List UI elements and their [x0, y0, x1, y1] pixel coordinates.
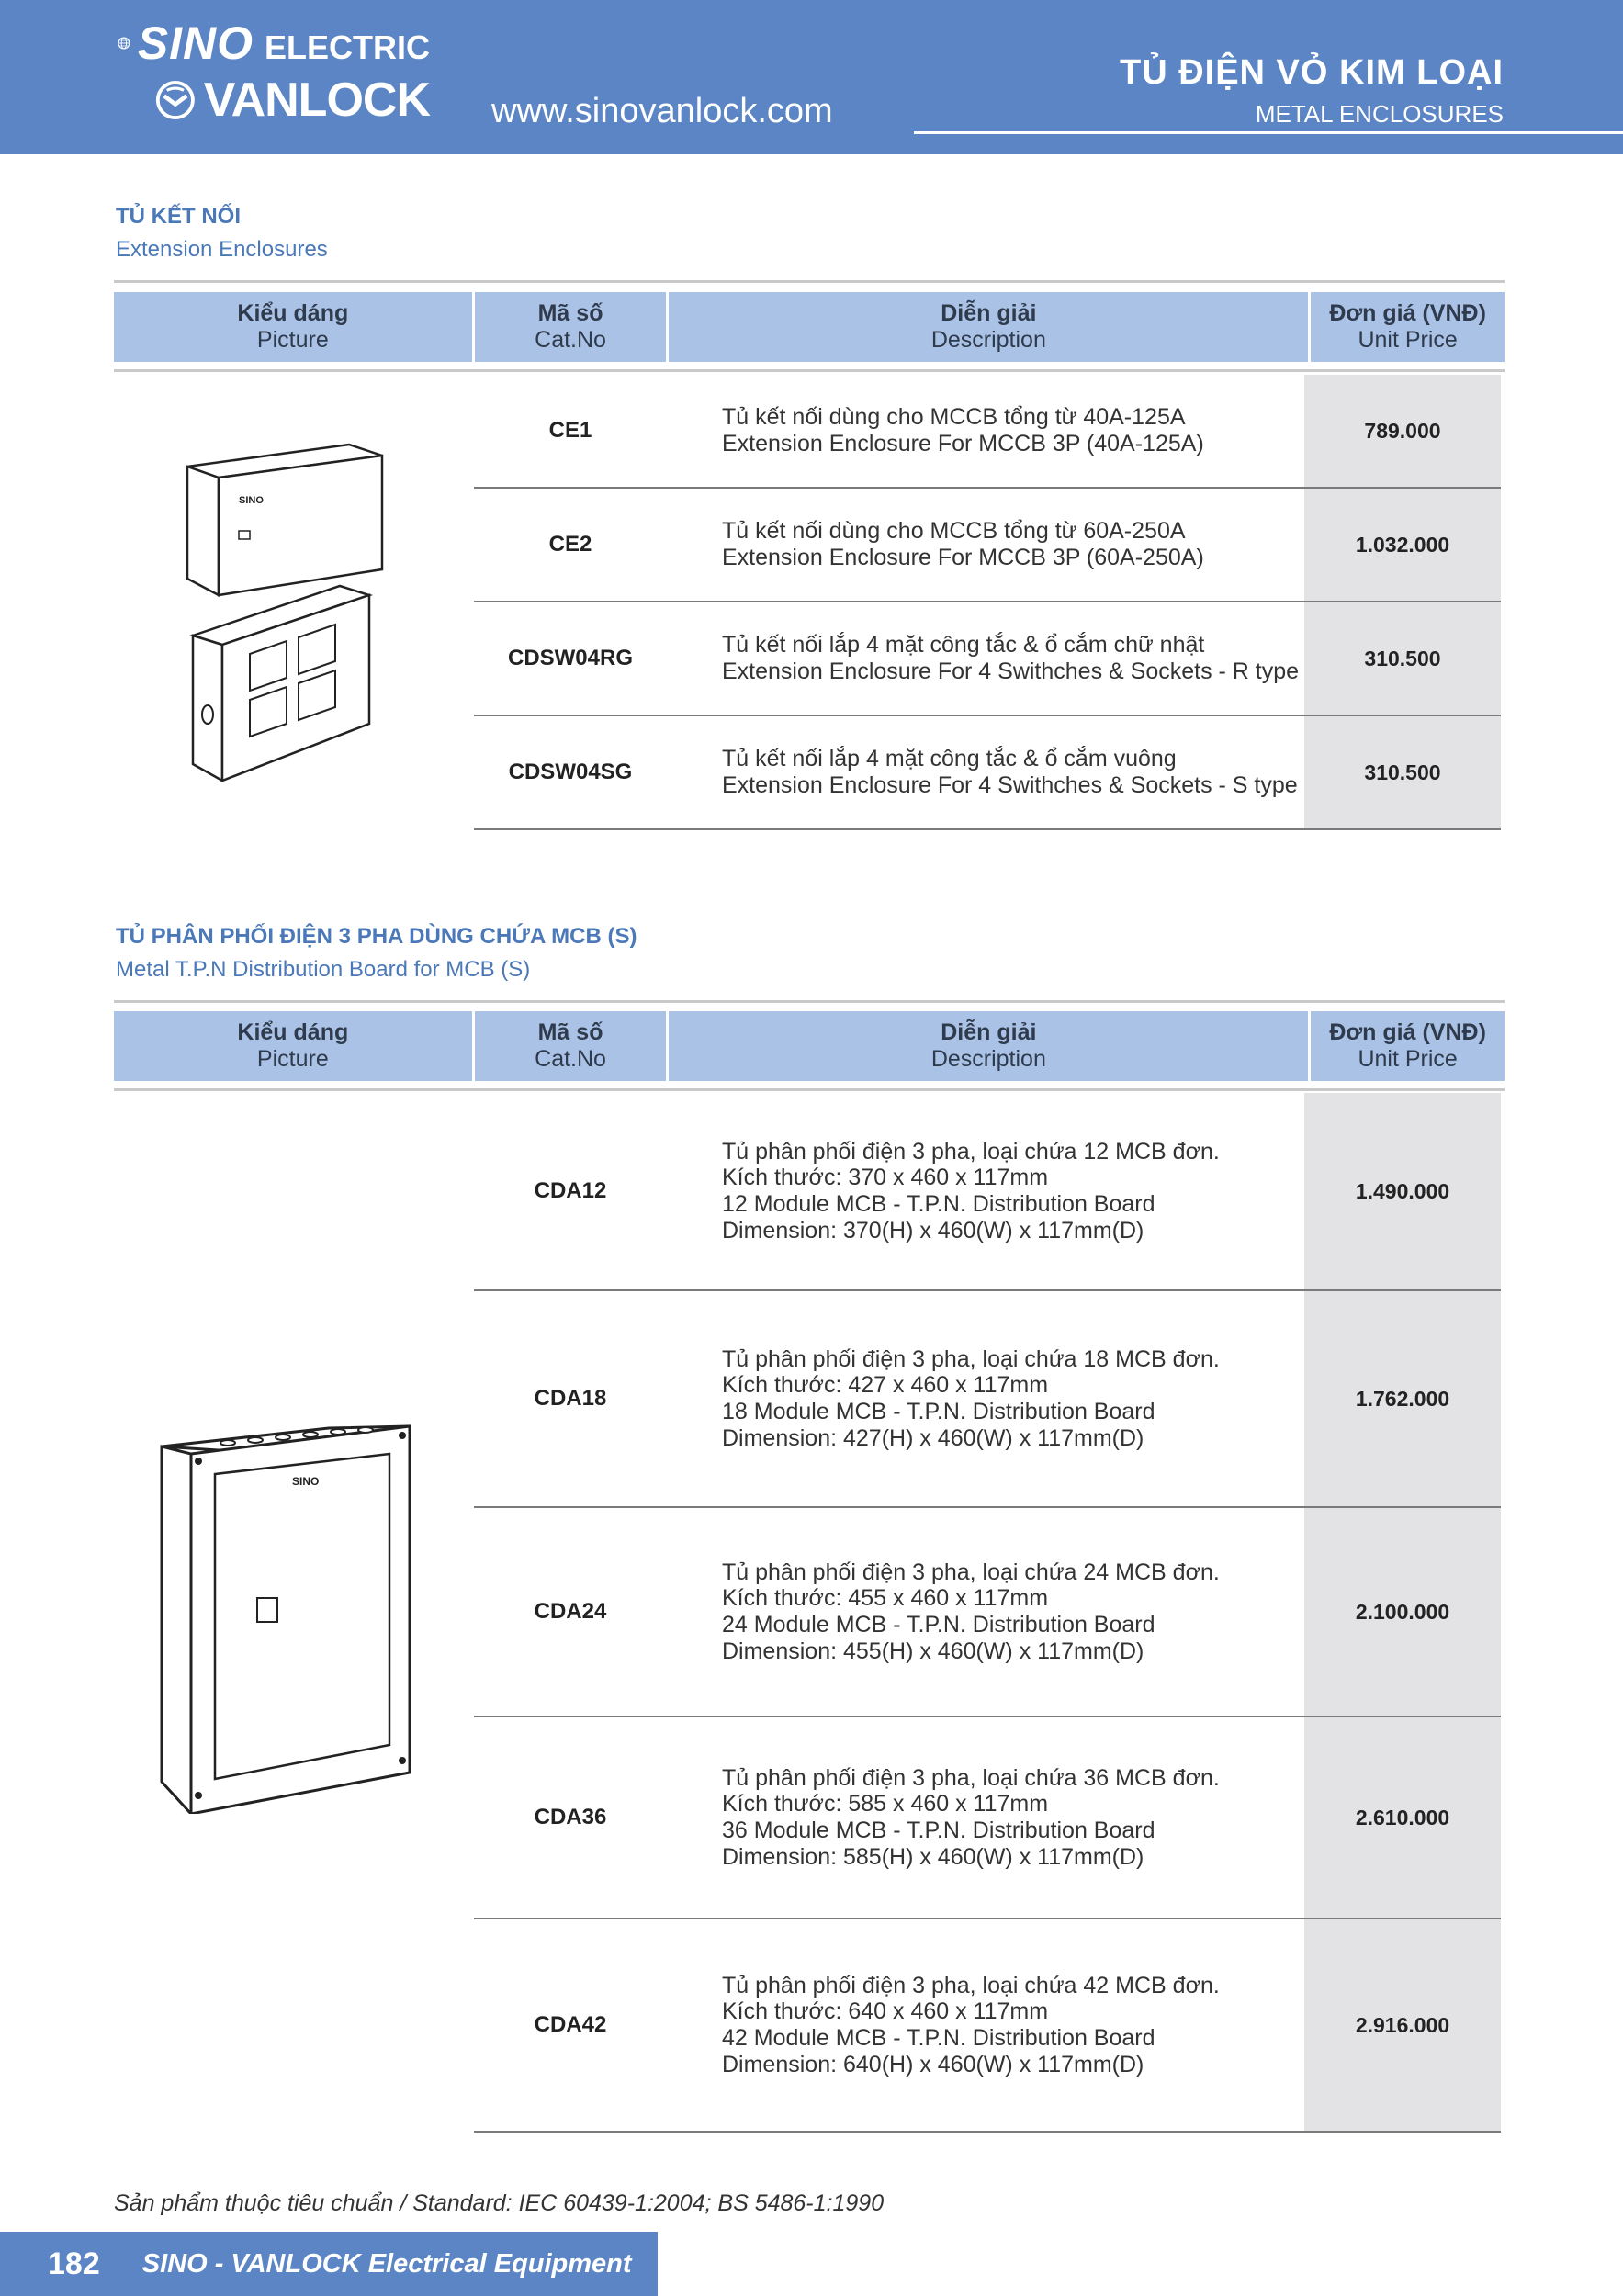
table-row [474, 1919, 1501, 2133]
section1-header-underline [114, 369, 1505, 372]
col-description-header: Diễn giải Description [669, 1011, 1311, 1081]
description: Tủ kết nối dùng cho MCCB tổng từ 60A-250A Extension Enclosure For MCCB 3P (60A-250A) [722, 518, 1204, 570]
table-row [474, 716, 1501, 830]
col-picture-header: Kiểu dáng Picture [114, 1011, 475, 1081]
header-divider [914, 131, 1623, 134]
description: Tủ phân phối điện 3 pha, loại chứa 12 MCB đơn. Kích thước: 370 x 460 x 117mm 12 Module MCB - T.P.N. Distribution Board Dimension: 370(H) x 460(W) x 117mm(D) [722, 1138, 1220, 1244]
cat-no: CDSW04RG [507, 646, 634, 670]
section1-title-en: Extension Enclosures [116, 237, 328, 262]
logo-vanlock-text: VANLOCK [203, 73, 430, 127]
cat-no: CDA12 [534, 1178, 607, 1203]
page-number: 182 [48, 2245, 100, 2281]
cat-no: CE1 [548, 418, 592, 443]
cat-no: CDSW04SG [508, 760, 633, 784]
description: Tủ phân phối điện 3 pha, loại chứa 24 MCB đơn. Kích thước: 455 x 460 x 117mm 24 Module MCB - T.P.N. Distribution Board Dimension: 455(H) x 460(W) x 117mm(D) [722, 1559, 1220, 1664]
table-row [474, 1508, 1501, 1717]
extension-enclosure-picture [175, 432, 395, 790]
distribution-board-picture [154, 1419, 421, 1814]
company-logo [118, 15, 430, 134]
unit-price: 789.000 [1304, 375, 1501, 487]
logo-electric-text: ELECTRIC [265, 28, 430, 66]
category-title-vn: TỦ ĐIỆN VỎ KIM LOẠI [1120, 53, 1504, 92]
section2-top-rule [114, 1000, 1505, 1003]
table-row [474, 489, 1501, 602]
section2-header-underline [114, 1088, 1505, 1091]
cat-no: CE2 [548, 532, 592, 557]
table-row [474, 375, 1501, 489]
section2-title [116, 924, 637, 983]
section1-table-header [114, 292, 1505, 362]
board-brand-mark: SINO [292, 1475, 320, 1488]
unit-price: 2.916.000 [1304, 1919, 1501, 2131]
description: Tủ phân phối điện 3 pha, loại chứa 42 MCB đơn. Kích thước: 640 x 460 x 117mm 42 Module MCB - T.P.N. Distribution Board Dimension: 640(H) x 460(W) x 117mm(D) [722, 1972, 1220, 2077]
unit-price: 2.610.000 [1304, 1717, 1501, 1918]
table-row [474, 1291, 1501, 1508]
page-footer [0, 2232, 658, 2296]
table-row [474, 602, 1501, 716]
catalog-category-title [1120, 53, 1504, 129]
unit-price: 1.032.000 [1304, 489, 1501, 601]
unit-price: 1.490.000 [1304, 1093, 1501, 1289]
unit-price: 1.762.000 [1304, 1291, 1501, 1506]
table-row [474, 1717, 1501, 1919]
description: Tủ kết nối lắp 4 mặt công tắc & ổ cắm vuông Extension Enclosure For 4 Swithches & Sockets - S type [722, 746, 1298, 798]
col-price-header: Đơn giá (VNĐ) Unit Price [1329, 300, 1486, 353]
section1-top-rule [114, 280, 1505, 283]
standard-note: Sản phẩm thuộc tiêu chuẩn / Standard: IEC 60439-1:2004; BS 5486-1:1990 [114, 2190, 885, 2216]
description: Tủ kết nối lắp 4 mặt công tắc & ổ cắm chữ nhật Extension Enclosure For 4 Swithches & Sockets - R type [722, 632, 1300, 684]
globe-icon [118, 17, 130, 70]
section1-title [116, 204, 328, 263]
vanlock-emblem-icon [154, 73, 197, 127]
col-picture-header: Kiểu dáng Picture [114, 292, 475, 362]
section1-title-vn: TỦ KẾT NỐI [116, 204, 241, 229]
website-link[interactable]: www.sinovanlock.com [491, 92, 833, 130]
enclosure-brand-mark: SINO [239, 495, 264, 506]
unit-price: 2.100.000 [1304, 1508, 1501, 1716]
cat-no: CDA24 [534, 1599, 607, 1624]
category-title-en: METAL ENCLOSURES [1255, 100, 1504, 128]
section2-title-en: Metal T.P.N Distribution Board for MCB (S) [116, 957, 531, 982]
description: Tủ phân phối điện 3 pha, loại chứa 18 MCB đơn. Kích thước: 427 x 460 x 117mm 18 Module MCB - T.P.N. Distribution Board Dimension: 427(H) x 460(W) x 117mm(D) [722, 1345, 1220, 1451]
cat-no: CDA42 [534, 2012, 607, 2037]
col-description-header: Diễn giải Description [669, 292, 1311, 362]
table-row [474, 1093, 1501, 1291]
unit-price: 310.500 [1304, 716, 1501, 828]
footer-brand-text: SINO - VANLOCK Electrical Equipment [141, 2248, 632, 2279]
section2-table-header [114, 1011, 1505, 1081]
page-header [0, 0, 1623, 154]
description: Tủ kết nối dùng cho MCCB tổng từ 40A-125A Extension Enclosure For MCCB 3P (40A-125A) [722, 404, 1204, 456]
cat-no: CDA18 [534, 1386, 607, 1411]
cat-no: CDA36 [534, 1805, 607, 1829]
description: Tủ phân phối điện 3 pha, loại chứa 36 MCB đơn. Kích thước: 585 x 460 x 117mm 36 Module MCB - T.P.N. Distribution Board Dimension: 585(H) x 460(W) x 117mm(D) [722, 1764, 1220, 1870]
unit-price: 310.500 [1304, 602, 1501, 715]
col-catno-header: Mã số Cat.No [475, 292, 670, 362]
section2-title-vn: TỦ PHÂN PHỐI ĐIỆN 3 PHA DÙNG CHỨA MCB (S) [116, 924, 637, 949]
col-price-header: Đơn giá (VNĐ) Unit Price [1329, 1019, 1486, 1072]
col-catno-header: Mã số Cat.No [475, 1011, 670, 1081]
logo-sino-text: SINO [137, 17, 254, 69]
